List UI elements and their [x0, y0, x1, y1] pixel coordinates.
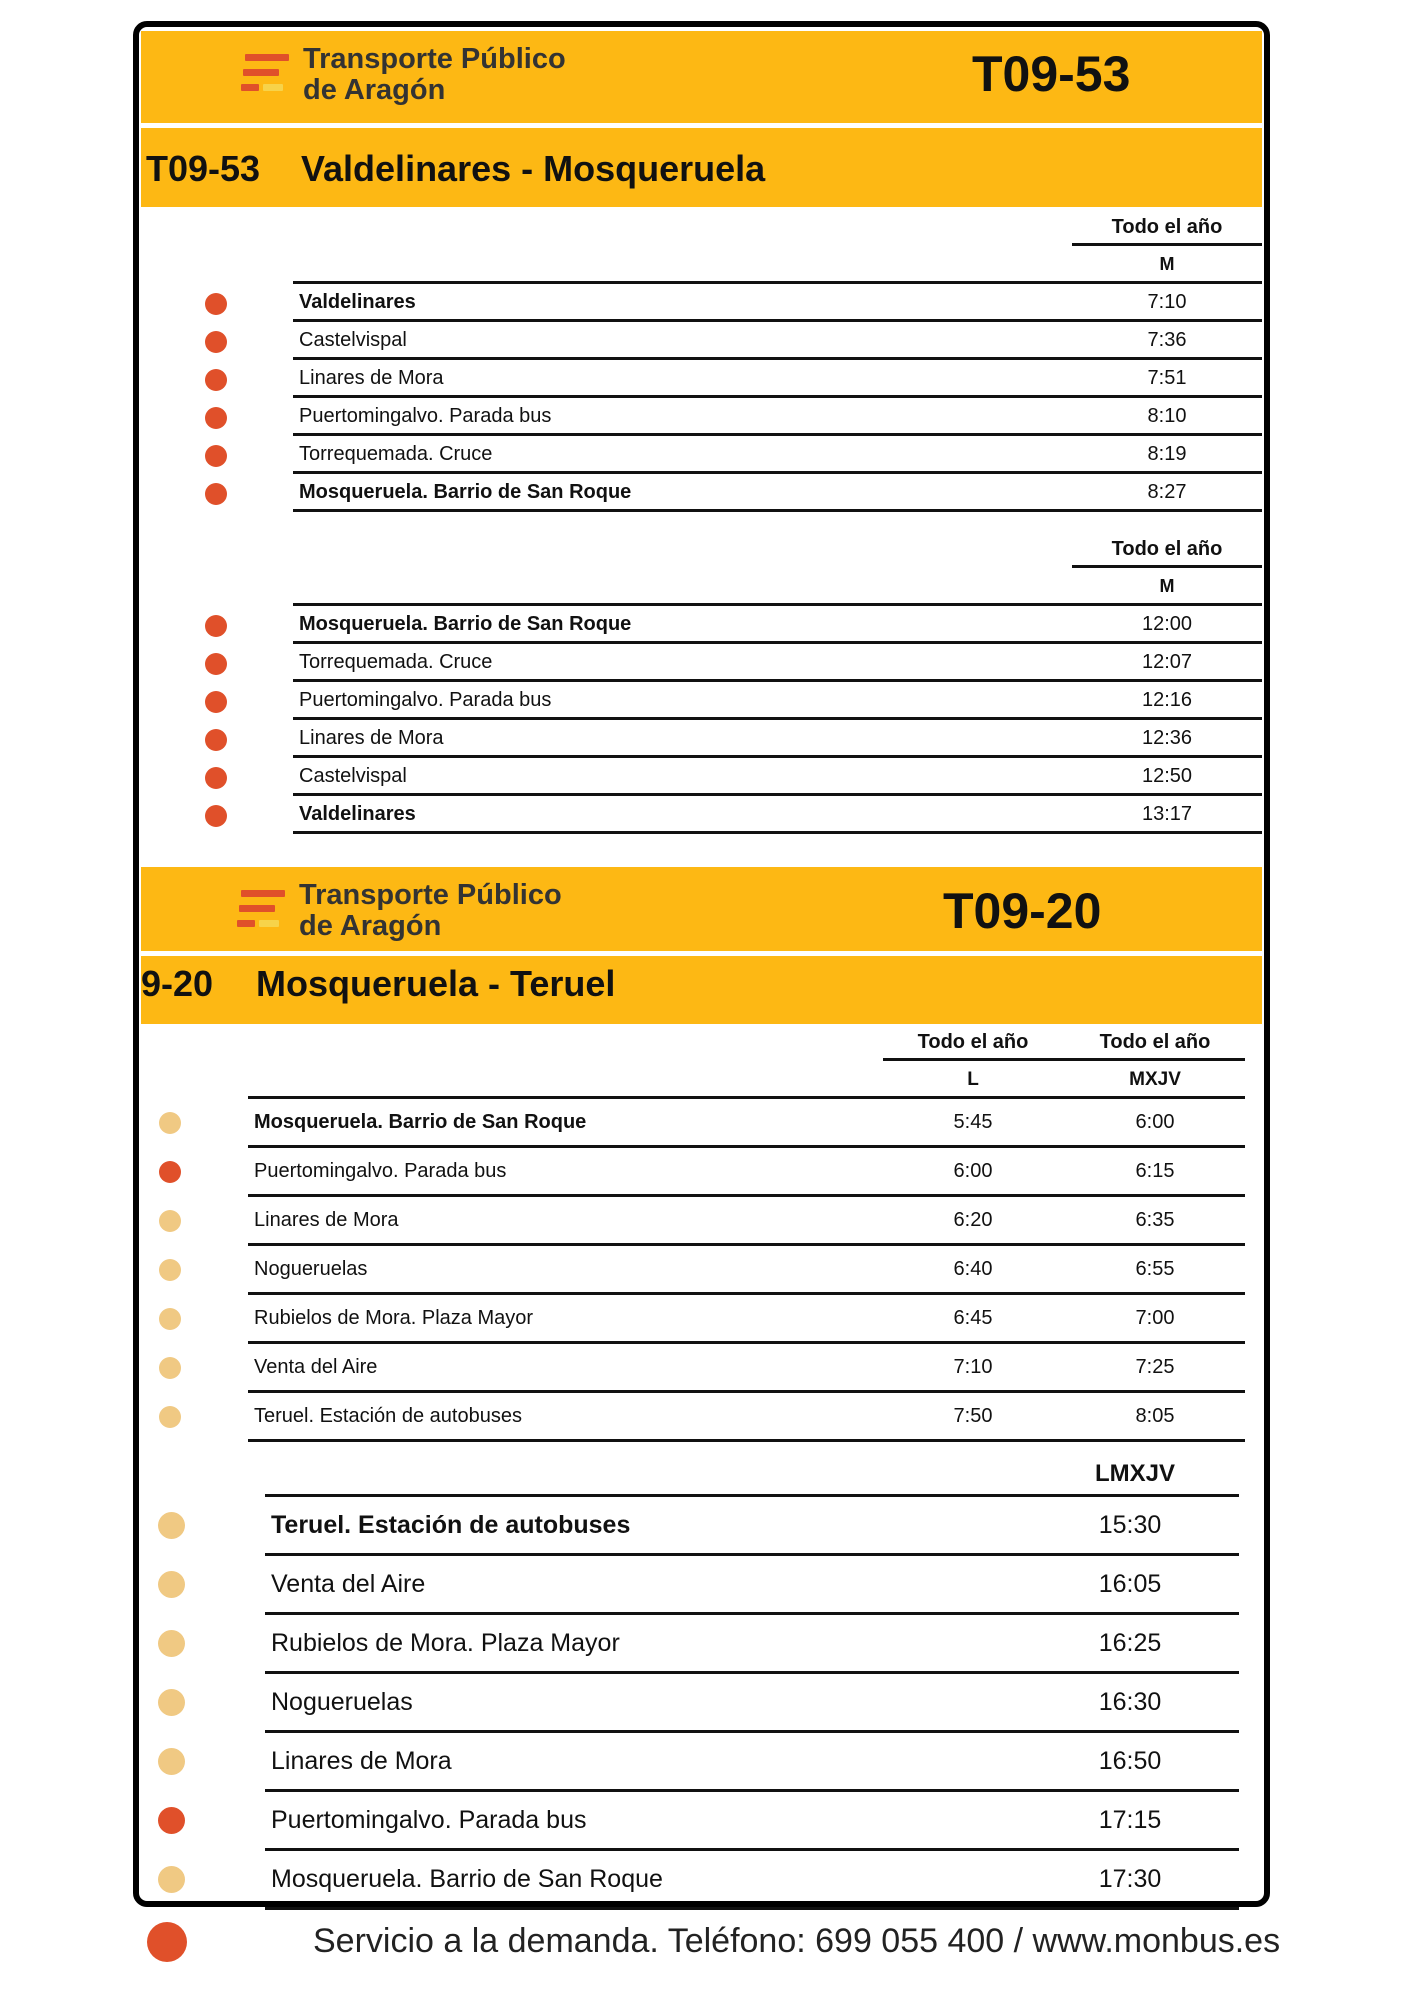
stop-name: Linares de Mora	[271, 1747, 452, 1775]
table-row	[265, 1615, 1239, 1674]
departure-time-mxjv: 6:15	[1135, 1160, 1175, 1182]
stop-dot-icon	[158, 1512, 185, 1539]
brand-logo	[237, 880, 562, 942]
table-row	[265, 1674, 1239, 1733]
stop-name: Linares de Mora	[299, 367, 444, 389]
route-name: Mosqueruela - Teruel	[256, 963, 616, 1004]
stop-dot-icon	[205, 653, 227, 675]
stop-dot-icon	[205, 805, 227, 827]
table-row	[265, 1556, 1239, 1615]
route-title	[141, 963, 615, 1005]
route-title	[146, 148, 765, 190]
stop-dot-icon	[159, 1161, 181, 1183]
departure-time: 15:30	[1098, 1511, 1162, 1539]
route-number: T09-53	[146, 148, 261, 189]
departure-time-l: 6:40	[953, 1258, 993, 1280]
departure-time-l: 6:45	[953, 1307, 993, 1329]
stop-name: Castelvispal	[299, 329, 407, 351]
table-row	[248, 1148, 1245, 1197]
departure-time: 8:10	[1147, 405, 1187, 427]
brand-line1: Transporte Público	[299, 879, 562, 911]
departure-time-l: 6:00	[953, 1160, 993, 1182]
column-days: M	[1159, 576, 1175, 596]
stop-name: Venta del Aire	[254, 1356, 378, 1378]
table-row	[248, 1393, 1245, 1442]
table-row	[248, 1197, 1245, 1246]
route-code: T09-20	[943, 883, 1102, 939]
brand-mark-icon	[241, 50, 293, 100]
table-row	[293, 398, 1262, 436]
table-row	[293, 682, 1262, 720]
stop-dot-icon	[205, 767, 227, 789]
stop-dot-icon	[158, 1630, 185, 1657]
stop-name: Puertomingalvo. Parada bus	[299, 689, 552, 711]
stop-dot-icon	[159, 1210, 181, 1232]
departure-time: 7:51	[1147, 367, 1187, 389]
stop-dot-icon	[205, 615, 227, 637]
route-number: 9-20	[141, 963, 214, 1004]
stop-dot-icon	[205, 369, 227, 391]
stop-name: Teruel. Estación de autobuses	[254, 1405, 522, 1427]
departure-time-mxjv: 6:35	[1135, 1209, 1175, 1231]
stop-dot-icon	[205, 483, 227, 505]
stop-dot-icon	[158, 1866, 185, 1893]
departure-time: 8:27	[1147, 481, 1187, 503]
stop-name: Linares de Mora	[254, 1209, 399, 1231]
stop-dot-icon	[205, 445, 227, 467]
column-days: LMXJV	[1094, 1460, 1175, 1487]
stop-name: Mosqueruela. Barrio de San Roque	[254, 1111, 587, 1133]
column-days: M	[1159, 254, 1175, 274]
stop-name: Mosqueruela. Barrio de San Roque	[299, 481, 632, 503]
stop-dot-icon	[159, 1357, 181, 1379]
stop-name: Rubielos de Mora. Plaza Mayor	[271, 1629, 620, 1657]
stop-name: Puertomingalvo. Parada bus	[254, 1160, 507, 1182]
stop-name: Torrequemada. Cruce	[299, 651, 493, 673]
table-row	[265, 1733, 1239, 1792]
departure-time-l: 7:10	[953, 1356, 993, 1378]
stop-dot-icon	[205, 331, 227, 353]
departure-time: 17:15	[1098, 1806, 1162, 1834]
table-row	[248, 1295, 1245, 1344]
table-row	[293, 474, 1262, 512]
brand-logo	[241, 44, 566, 106]
departure-time: 16:50	[1098, 1747, 1162, 1775]
stop-dot-icon	[158, 1689, 185, 1716]
departure-time: 16:30	[1098, 1688, 1162, 1716]
departure-time: 16:25	[1098, 1629, 1162, 1657]
brand-mark-icon	[237, 886, 289, 936]
table-row	[293, 758, 1262, 796]
stop-dot-icon	[158, 1571, 185, 1598]
stop-dot-icon	[158, 1748, 185, 1775]
table-row	[293, 796, 1262, 834]
departure-time: 12:07	[1141, 651, 1193, 673]
departure-time: 16:05	[1098, 1570, 1162, 1598]
table-row	[293, 436, 1262, 474]
stop-dot-icon	[159, 1308, 181, 1330]
departure-time: 12:36	[1141, 727, 1193, 749]
header-rule	[1072, 243, 1262, 246]
stop-dot-icon	[205, 691, 227, 713]
table-row	[293, 720, 1262, 758]
brand-line2: de Aragón	[299, 910, 442, 942]
departure-time-mxjv: 6:55	[1135, 1258, 1175, 1280]
stop-name: Valdelinares	[299, 803, 416, 825]
stop-name: Mosqueruela. Barrio de San Roque	[299, 613, 632, 635]
stop-name: Linares de Mora	[299, 727, 444, 749]
table-row	[293, 360, 1262, 398]
table-row	[293, 644, 1262, 682]
departure-time: 17:30	[1098, 1865, 1162, 1893]
departure-time: 7:36	[1147, 329, 1187, 351]
table-row	[293, 284, 1262, 322]
stop-name: Nogueruelas	[271, 1688, 413, 1716]
table-row	[248, 1099, 1245, 1148]
stop-dot-icon	[159, 1112, 181, 1134]
column1-days: L	[967, 1069, 979, 1090]
column2-period: Todo el año	[1099, 1031, 1211, 1053]
footer-note: Servicio a la demanda. Teléfono: 699 055 400 / www.monbus.es	[313, 1922, 1281, 1960]
brand-line1: Transporte Público	[303, 43, 566, 75]
header-rule	[1072, 565, 1262, 568]
stop-name: Venta del Aire	[271, 1570, 426, 1598]
stop-name: Mosqueruela. Barrio de San Roque	[271, 1865, 663, 1893]
route-name: Valdelinares - Mosqueruela	[301, 148, 766, 189]
column-period: Todo el año	[1111, 216, 1223, 238]
stop-name: Rubielos de Mora. Plaza Mayor	[254, 1307, 534, 1329]
table-row	[293, 606, 1262, 644]
table-row	[265, 1851, 1239, 1910]
stop-name: Puertomingalvo. Parada bus	[299, 405, 552, 427]
departure-time: 12:50	[1141, 765, 1193, 787]
table-row	[248, 1246, 1245, 1295]
table-row	[248, 1344, 1245, 1393]
stop-dot-icon	[205, 729, 227, 751]
column1-period: Todo el año	[917, 1031, 1029, 1053]
brand-line2: de Aragón	[303, 74, 446, 106]
column2-days: MXJV	[1129, 1069, 1181, 1090]
table-row	[265, 1497, 1239, 1556]
departure-time-l: 7:50	[953, 1405, 993, 1427]
departure-time: 13:17	[1141, 803, 1193, 825]
stop-name: Puertomingalvo. Parada bus	[271, 1806, 587, 1834]
table-row	[293, 322, 1262, 360]
stop-dot-icon	[158, 1807, 185, 1834]
departure-time-l: 6:20	[953, 1209, 993, 1231]
stop-name: Castelvispal	[299, 765, 407, 787]
stop-name: Valdelinares	[299, 291, 416, 313]
departure-time: 8:19	[1147, 443, 1187, 465]
on-demand-legend-dot	[147, 1922, 187, 1962]
stop-dot-icon	[159, 1259, 181, 1281]
departure-time: 7:10	[1147, 291, 1187, 313]
departure-time: 12:00	[1141, 613, 1193, 635]
column-period: Todo el año	[1111, 538, 1223, 560]
departure-time-l: 5:45	[953, 1111, 993, 1133]
stop-dot-icon	[159, 1406, 181, 1428]
departure-time-mxjv: 8:05	[1135, 1405, 1175, 1427]
route-code: T09-53	[972, 46, 1131, 102]
stop-name: Teruel. Estación de autobuses	[271, 1511, 631, 1539]
stop-name: Torrequemada. Cruce	[299, 443, 493, 465]
header-rule	[883, 1058, 1245, 1061]
stop-dot-icon	[205, 407, 227, 429]
departure-time-mxjv: 7:25	[1135, 1356, 1175, 1378]
departure-time: 12:16	[1141, 689, 1193, 711]
departure-time-mxjv: 7:00	[1135, 1307, 1175, 1329]
departure-time-mxjv: 6:00	[1135, 1111, 1175, 1133]
table-row	[265, 1792, 1239, 1851]
stop-name: Nogueruelas	[254, 1258, 368, 1280]
stop-dot-icon	[205, 293, 227, 315]
